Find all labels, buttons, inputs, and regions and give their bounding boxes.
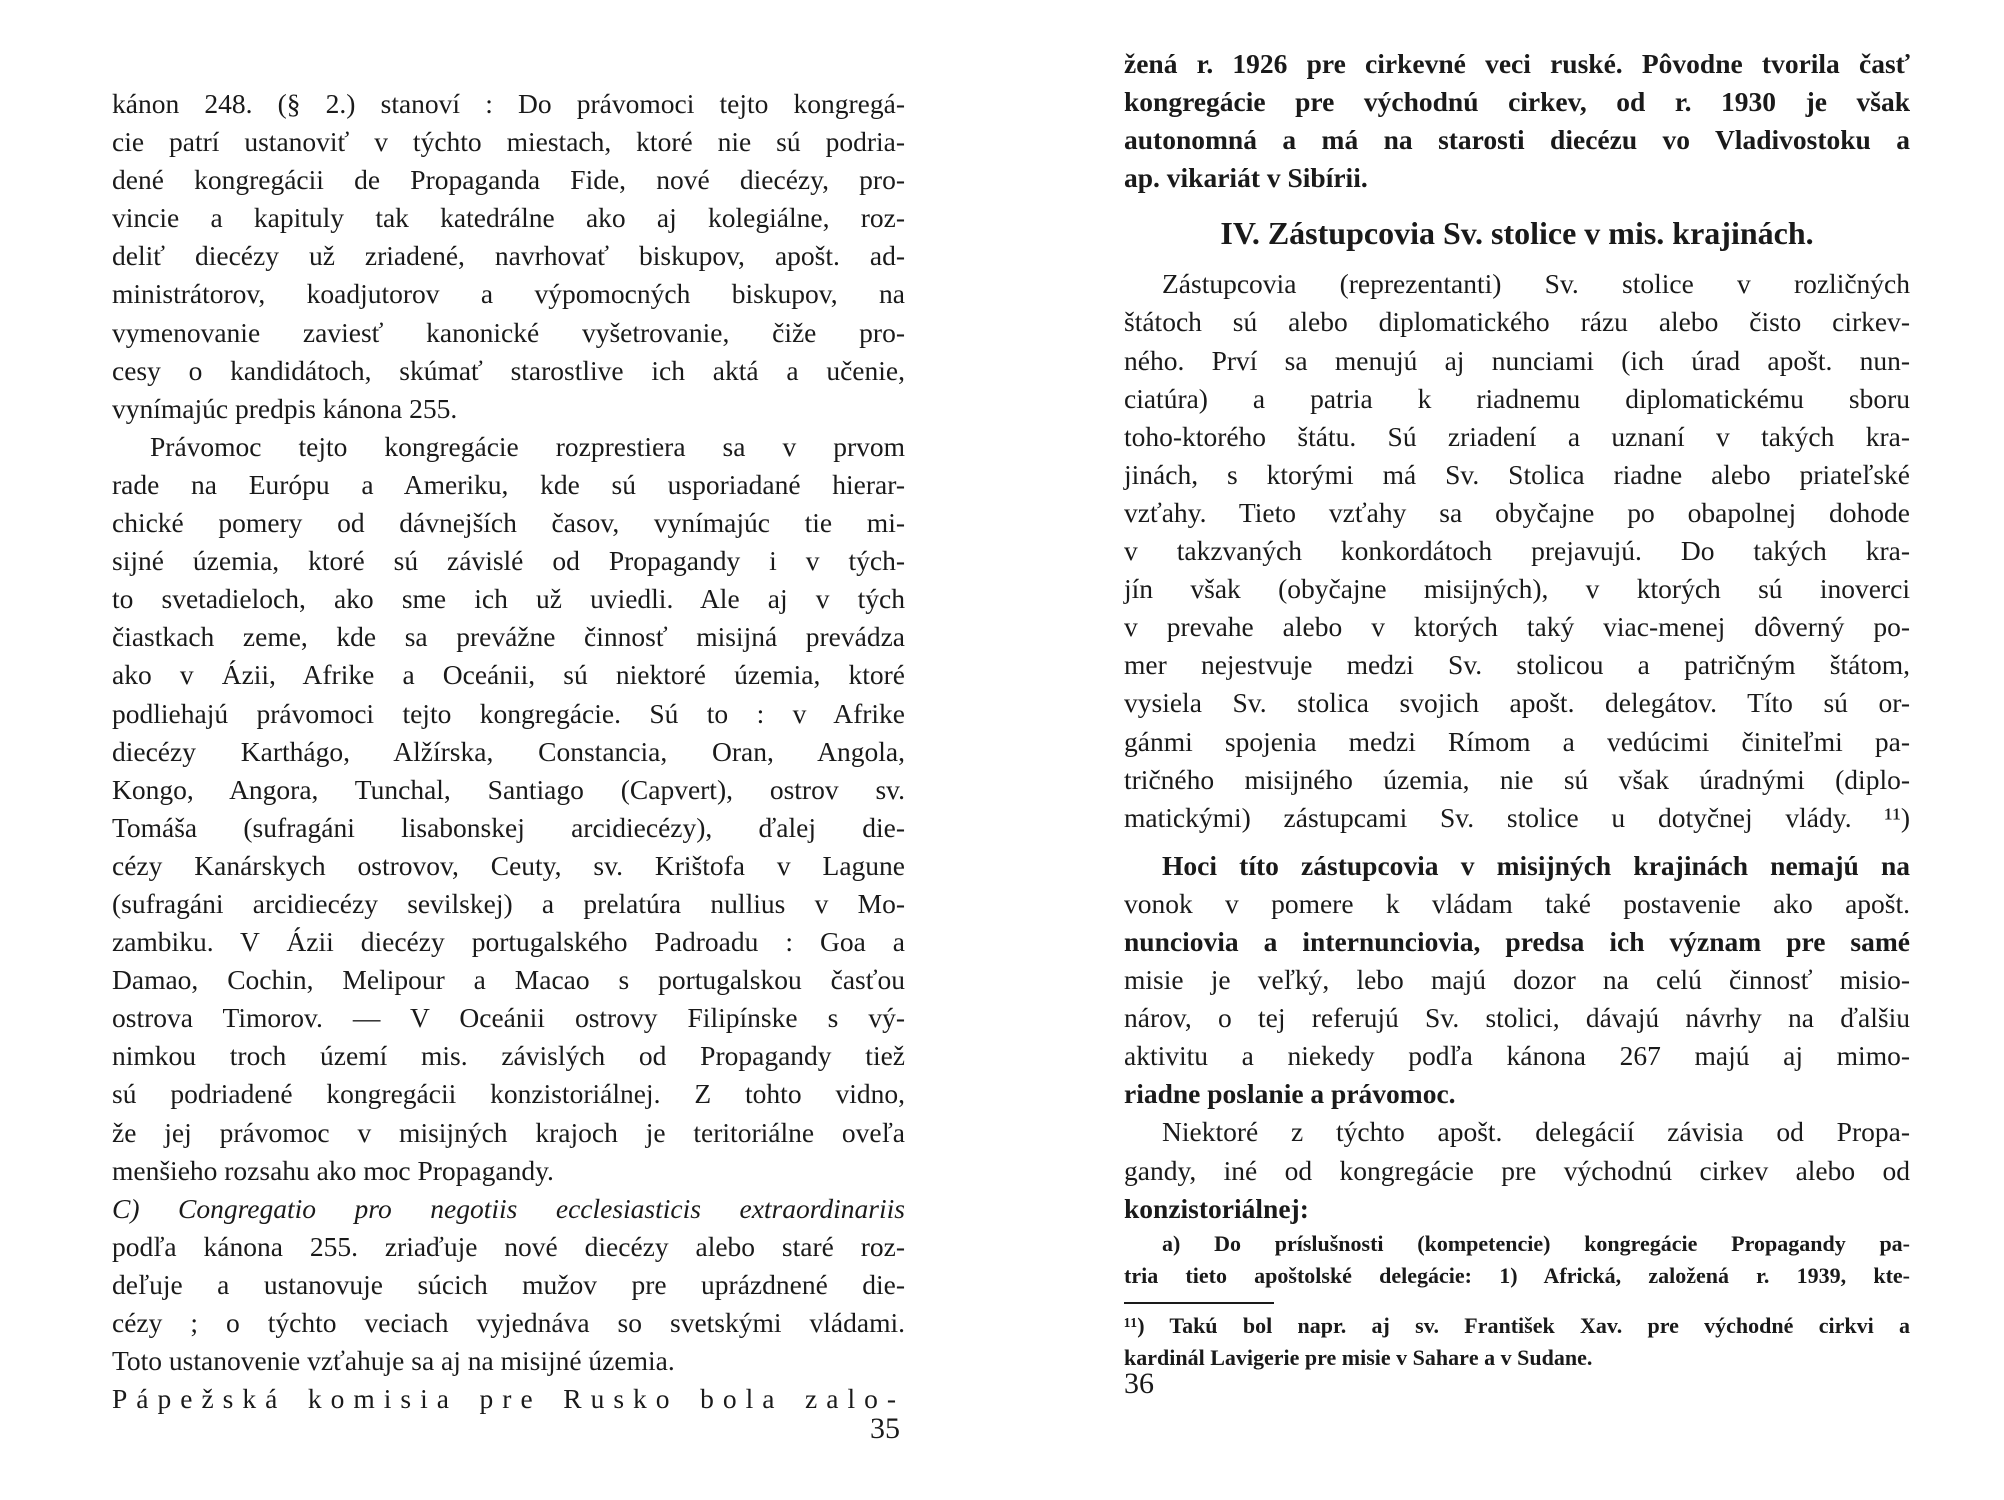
page-number-left: 35 (870, 1412, 900, 1445)
text-line: mer nejestvuje medzi Sv. stolicou a patričným štátom, (1124, 649, 1910, 681)
text-line: vzťahy. Tieto vzťahy sa obyčajne po obapolnej dohode (1124, 496, 1910, 528)
text-line: Tomáša (sufragáni lisabonskej arcidiecézy), ďalej die- (112, 811, 905, 843)
text-line: nunciovia a internunciovia, predsa ich význam pre samé (1124, 925, 1910, 957)
footnote-line: tria tieto apoštolské delegácie: 1) Africká, založená r. 1939, kte- (1124, 1262, 1910, 1288)
text-line: cie patrí ustanoviť v týchto miestach, ktoré nie sú podria- (112, 126, 905, 158)
text-line: menšieho rozsahu ako moc Propagandy. (112, 1154, 554, 1186)
text-line: dené kongregácii de Propaganda Fide, nové diecézy, pro- (112, 164, 905, 196)
text-line: sijné územia, ktoré sú závislé od Propagandy i v tých- (112, 545, 905, 577)
text-line: (sufragáni arcidiecézy sevilskej) a prelatúra nullius v Mo- (112, 887, 905, 919)
text-line: čiastkach zeme, kde sa prevážne činnosť misijná prevádza (112, 621, 905, 653)
text-line: vymenovanie zaviesť kanonické vyšetrovanie, čiže pro- (112, 316, 905, 348)
text-line: kongregácie pre východnú cirkev, od r. 1930 je však (1124, 86, 1910, 118)
text-line: ciatúra) a patria k riadnemu diplomatickému sboru (1124, 382, 1910, 414)
text-line: ap. vikariát v Sibírii. (1124, 162, 1368, 194)
text-line: ako v Ázii, Afrike a Oceánii, sú niektoré územia, ktoré (112, 659, 905, 691)
text-line: chické pomery od dávnejších časov, vynímajúc tie mi- (112, 507, 905, 539)
text-line: ostrova Timorov. — V Oceánii ostrovy Filipínske s vý- (112, 1002, 905, 1034)
section-heading: IV. Zástupcovia Sv. stolice v mis. krajinách. (1220, 215, 1814, 252)
text-line: ného. Prví sa menujú aj nunciami (ich úrad apošt. nun- (1124, 344, 1910, 376)
right-text-column (1124, 45, 1910, 1374)
text-line: tričného misijného územia, nie sú však úradnými (diplo- (1124, 763, 1910, 795)
text-line: podliehajú právomoci tejto kongregácie. Sú to : v Afrike (112, 697, 905, 729)
delegations-list (1124, 1228, 1910, 1292)
text-line: zambiku. V Ázii diecézy portugalského Padroadu : Goa a (112, 926, 905, 958)
text-line: autonomná a má na starosti diecézu vo Vladivostoku a (1124, 124, 1910, 156)
spaced-paragraph-start: Pápežská komisia pre Rusko bola zalo- (112, 1383, 905, 1415)
text-line: cesy o kandidátoch, skúmať starostlive ich aktá a učenie, (112, 354, 905, 386)
text-line: jín však (obyčajne misijných), v ktorých sú inoverci (1124, 573, 1910, 605)
text-line: žená r. 1926 pre cirkevné veci ruské. Pôvodne tvorila časť (1124, 48, 1910, 79)
text-line: cézy ; o týchto veciach vyjednáva so svetskými vládami. (112, 1307, 905, 1338)
text-line: deliť diecézy už zriadené, navrhovať biskupov, apošt. ad- (112, 240, 905, 272)
paragraph-gap (1124, 837, 1910, 847)
text-line: gandy, iné od kongregácie pre východnú cirkev alebo od (1124, 1154, 1910, 1186)
text-line: deľuje a ustanovuje súcich mužov pre uprázdnené die- (112, 1268, 905, 1300)
footnote-line: ¹¹) Takú bol napr. aj sv. František Xav. pre východné cirkvi a (1124, 1312, 1910, 1338)
text-line: misie je veľký, lebo majú dozor na celú činnosť misio- (1124, 964, 1910, 996)
text-line: štátoch sú alebo diplomatického rázu alebo čisto cirkev- (1124, 306, 1910, 338)
left-text-column (112, 85, 905, 1418)
text-line: diecézy Karthágo, Alžírska, Constancia, Oran, Angola, (112, 735, 905, 767)
text-line: matickými) zástupcami Sv. stolice u dotyčnej vlády. ¹¹) (1124, 801, 1910, 833)
text-line: nárov, o tej referujú Sv. stolici, dávajú návrhy na ďalšiu (1124, 1002, 1910, 1034)
text-line: nimkou troch území mis. závislých od Propagandy tiež (112, 1040, 905, 1072)
footnote-line: a) Do príslušnosti (kompetencie) kongregácie Propagandy pa- (1162, 1230, 1910, 1256)
footnote (1124, 1310, 1910, 1374)
text-line: to svetadieloch, ako sme ich už uviedli. Ale aj v tých (112, 583, 905, 615)
text-line: kánon 248. (§ 2.) stanoví : Do právomoci tejto kongregá- (112, 88, 905, 119)
text-line: cézy Kanárskych ostrovov, Ceuty, sv. Krištofa v Lagune (112, 849, 905, 881)
text-line: Kongo, Angora, Tunchal, Santiago (Capvert), ostrov sv. (112, 773, 905, 805)
footnote-line: kardinál Lavigerie pre misie v Saharе a v Sudane. (1124, 1344, 1593, 1370)
text-line: toho-ktorého štátu. Sú zriadení a uznaní v takých kra- (1124, 420, 1910, 452)
text-line: gánmi spojenia medzi Rímom a vedúcimi činiteľmi pa- (1124, 725, 1910, 757)
text-line: Damao, Cochin, Melipour a Macao s portugalskou časťou (112, 964, 905, 996)
section-c-title: C) Congregatio pro negotiis ecclesiasticis extraordinariis (112, 1192, 905, 1224)
text-line: Toto ustanovenie vzťahuje sa aj na misijné územia. (112, 1345, 675, 1377)
text-line: konzistoriálnej: (1124, 1192, 1309, 1224)
text-line: ministrátorov, koadjutorov a výpomocných biskupov, na (112, 278, 905, 310)
paragraph-start: Niektoré z týchto apošt. delegácií závisia od Propa- (1162, 1116, 1910, 1148)
text-line: jinách, s ktorými má Sv. Stolica riadne alebo priateľské (1124, 458, 1910, 490)
text-line: v takzvaných konkordátoch prejavujú. Do takých kra- (1124, 535, 1910, 567)
text-line: vysiela Sv. stolica svojich apošt. delegátov. Títo sú or- (1124, 687, 1910, 719)
text-line: aktivitu a niekedy podľa kánona 267 majú aj mimo- (1124, 1040, 1910, 1072)
paragraph-start: Hoci títo zástupcovia v misijných krajinách nemajú na (1162, 849, 1910, 881)
text-line: že jej právomoc v misijných krajoch je teritoriálne oveľa (112, 1116, 905, 1148)
footnote-rule (1124, 1302, 1274, 1304)
page-number-right: 36 (1124, 1367, 1154, 1400)
text-line: vincie a kapituly tak katedrálne ako aj kolegiálne, roz- (112, 202, 905, 234)
paragraph-start: Právomoc tejto kongregácie rozprestiera sa v prvom (150, 430, 905, 462)
text-line: v prevahe alebo v ktorých taký viac-menej dôverný po- (1124, 611, 1910, 643)
text-line: sú podriadené kongregácii konzistoriálnej. Z tohto vidno, (112, 1078, 905, 1110)
text-line: vonok v pomere k vládam také postavenie ako apošt. (1124, 887, 1910, 919)
paragraph-start: Zástupcovia (reprezentanti) Sv. stolice v rozličných (1162, 268, 1910, 300)
right-page (1002, 0, 2004, 1500)
text-line: podľa kánona 255. zriaďuje nové diecézy alebo staré roz- (112, 1230, 905, 1262)
text-line: vynímajúc predpis kánona 255. (112, 392, 458, 424)
text-line: rade na Európu a Ameriku, kde sú usporiadané hierar- (112, 468, 905, 500)
text-line: riadne poslanie a právomoc. (1124, 1078, 1456, 1110)
